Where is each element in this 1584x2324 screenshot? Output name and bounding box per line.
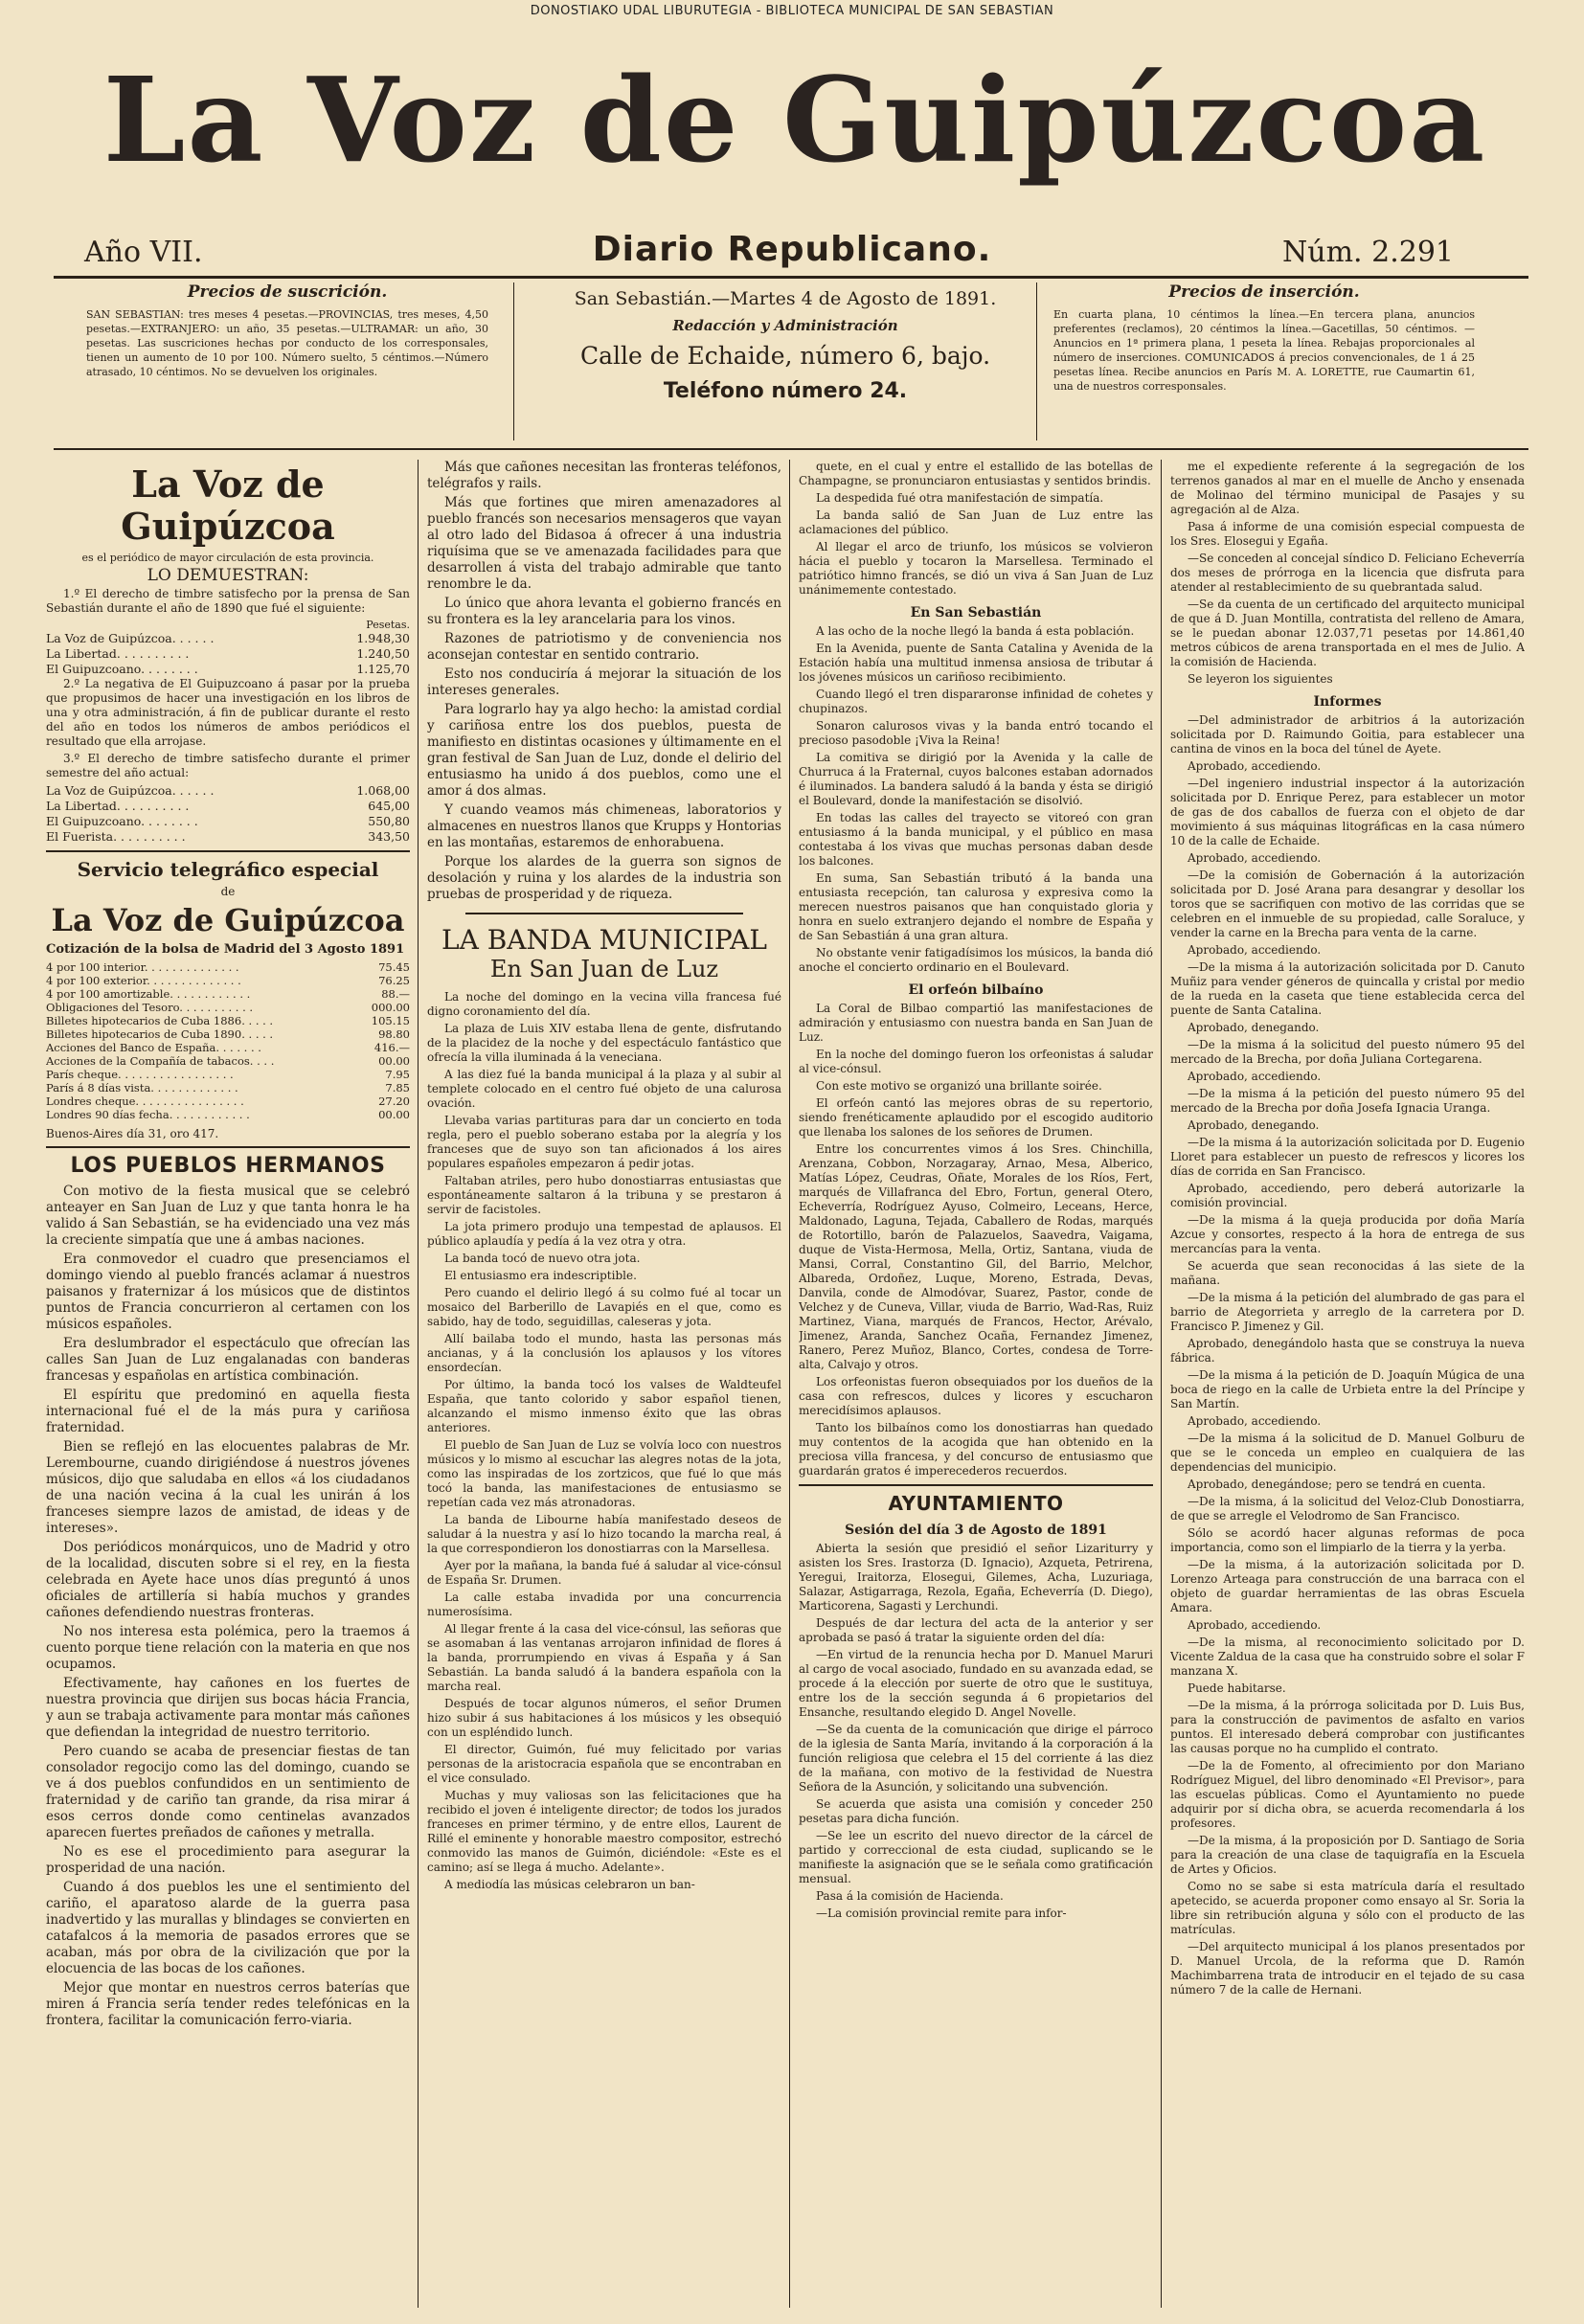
table-row bbox=[46, 1081, 410, 1094]
volume-year: Año VII. bbox=[84, 236, 203, 269]
paragraph: Más que fortines que miren amenazadores al pueblo francés son necesarios mensageros que vayan al otro lado del Bidasoa á ofrecer á una industria riquísima que se ve amenazada facilidades para que desarrollen á vista del trabajo admirable que tanto renombre le da. bbox=[427, 495, 781, 592]
paragraph: —De la misma á la petición del alumbrado de gas para el barrio de Ategorrieta y arreglo de la carretera por D. Francisco P. Jimenez y Gil. bbox=[1170, 1291, 1525, 1333]
paragraph: —En virtud de la renuncia hecha por D. Manuel Maruri al cargo de vocal asociado, fundado en su avanzada edad, se procede á la elección por suerte de otro que le sustituya, entre los de la sección segunda á 6 propietarios del Ensanche, resultando elegido D. Angel Novelle. bbox=[799, 1648, 1153, 1719]
row-value: 88.— bbox=[381, 987, 410, 1001]
subscription-box bbox=[86, 282, 488, 440]
table-row bbox=[46, 1001, 410, 1014]
paragraph: Aprobado, denegándolo hasta que se construya la nueva fábrica. bbox=[1170, 1337, 1525, 1365]
row-label: Billetes hipotecarios de Cuba 1886. . . . . bbox=[46, 1014, 274, 1027]
paragraph: Después de dar lectura del acta de la anterior y ser aprobada se pasó á tratar la siguiente orden del día: bbox=[799, 1616, 1153, 1644]
paragraph: —Del ingeniero industrial inspector á la autorización solicitada por D. Enrique Perez, para establecer un motor de gas de dos caballos de fuerza con el objeto de dar movimiento á sus máquinas litográficas en la casa número 10 de la calle de Echaide. bbox=[1170, 777, 1525, 847]
article-title-ayuntamiento: AYUNTAMIENTO bbox=[888, 1492, 1064, 1515]
paragraph: El director, Guimón, fué muy felicitado por varias personas de la aristocracia española que se encontraban en el vice consulado. bbox=[427, 1743, 781, 1785]
ayuntamiento-continued bbox=[1170, 460, 1525, 687]
paragraph: La plaza de Luis XIV estaba llena de gente, disfrutando de la placidez de la noche y del espectáculo fantástico que ofrecía la villa iluminada á la veneciana. bbox=[427, 1022, 781, 1064]
table-row bbox=[46, 646, 410, 662]
paragraph: La comitiva se dirigió por la Avenida y la calle de Churruca á la Fraternal, cuyos balcones estaban adornados é iluminados. La bandera saludó á la banda y ésta se dirigió el Boulevard, donde la manifestación se disolvió. bbox=[799, 751, 1153, 807]
column-1 bbox=[46, 460, 410, 2308]
paragraph: Abierta la sesión que presidió el señor Lizariturry y asisten los Sres. Irastorza (D. Ignacio), Azqueta, Petrirena, Yeregui, Iraitorza, Elosegui, Gilemes, Acha, Luzuriaga, Salazar, Astigarraga, Rezola, Egaña, Echeverría (D. Diego), Marticorena, Sagasti y Lerchundi. bbox=[799, 1542, 1153, 1613]
paragraph: Esto nos conduciría á mejorar la situación de los intereses generales. bbox=[427, 666, 781, 698]
row-value: 000.00 bbox=[371, 1001, 410, 1014]
paragraph: Aprobado, accediendo. bbox=[1188, 1414, 1322, 1428]
row-label: El Guipuzcoano. . . . . . . . bbox=[46, 814, 198, 828]
paragraph: —De la misma á la autorización solicitada por D. Canuto Muñiz para vender géneros de quincalla y cristal por medio de la rueda en la caseta que tiene establecida cerca del puente de Santa Catalina. bbox=[1170, 960, 1525, 1017]
table-row bbox=[46, 1108, 410, 1121]
insertion-title: Precios de inserción. bbox=[1168, 282, 1360, 302]
paragraph: Allí bailaba todo el mundo, hasta las personas más ancianas, y á la conclusión los aplausos y los vítores ensordecían. bbox=[427, 1332, 781, 1374]
paragraph: —De la de Fomento, al ofrecimiento por don Mariano Rodríguez Miguel, del libro denominado «El Previsor», para las escuelas públicas. Como el Ayuntamiento no puede adquirir por sí dicha obra, se acuerda recomendarla á los profesores. bbox=[1170, 1759, 1525, 1830]
paragraph: Aprobado, denegando. bbox=[1188, 1118, 1320, 1132]
orfeon-body bbox=[799, 1002, 1153, 1478]
paragraph: La calle estaba invadida por una concurrencia numerosísima. bbox=[427, 1591, 781, 1618]
row-value: 76.25 bbox=[378, 974, 410, 987]
paragraph: La despedida fué otra manifestación de simpatía. bbox=[816, 491, 1104, 505]
paragraph: Aprobado, accediendo. bbox=[1188, 1618, 1322, 1632]
ayuntamiento-body bbox=[799, 1542, 1153, 1921]
paragraph: Los orfeonistas fueron obsequiados por los dueños de la casa con refrescos, dulces y licores y escucharon merecidísimos aplausos. bbox=[799, 1375, 1153, 1417]
insertion-box bbox=[1053, 282, 1475, 440]
row-label: Obligaciones del Tesoro. . . . . . . . . . . bbox=[46, 1001, 254, 1014]
paragraph: No es ese el procedimiento para asegurar la prosperidad de una nación. bbox=[46, 1844, 410, 1876]
insertion-text: En cuarta plana, 10 céntimos la línea.—En tercera plana, anuncios preferentes (reclamos), 20 céntimos la línea.—Gacetillas, 50 céntimos. —Anuncios en 1ª primera plana, 1 peseta la línea. Rebajas proporcionales al número de inserciones. COMUNICADOS á precios convencionales, de 1 á 25 pesetas línea. Recibe anuncios en París M. A. LORETTE, rue Caumartin 61, una de nuestros corresponsales. bbox=[1053, 308, 1475, 393]
paragraph: —De la misma á la queja producida por doña María Azcue y consortes, respecto á la hora de entrega de sus mercancías para la venta. bbox=[1170, 1213, 1525, 1255]
paragraph: Aprobado, accediendo. bbox=[1188, 1070, 1322, 1083]
row-label: 4 por 100 amortizable. . . . . . . . . . . . bbox=[46, 987, 251, 1001]
row-value: 416.— bbox=[373, 1041, 410, 1054]
table-row bbox=[46, 1041, 410, 1054]
servicio-newspaper: La Voz de Guipúzcoa bbox=[51, 902, 405, 938]
paragraph: Entre los concurrentes vimos á los Sres. Chinchilla, Arenzana, Cobbon, Norzagaray, Arnao, Mesa, Alberico, Matías López, Ceudras, Oñate, Morales de los Ríos, Fert, marqués de Villafranca del Ebro, Fortun, general Otero, Echeverría, Rodríguez Ayuso, Colmeiro, Leceans, Herce, Maldonado, Laguna, Tejada, Caballero de Rodas, marqués de Rotortillo, barón de Palazuelos, Saavedra, Vaigama, duque de Vista-Hermosa, Mella, Ortiz, Santana, viuda de Mansi, Corral, Constantino Gil, del Barrio, Melchor, Albareda, Ordoñez, Luque, Moreno, Estrada, Devas, Danvila, conde de Almodóvar, Suarez, Pastor, conde de Velchez y de Cuneva, Villar, viuda de Barrio, Wad-Ras, Ruiz Martinez, Viana, marqués de Francos, Hector, Arévalo, Jimenez, Aranda, Sanchez Ocaña, Fernandez Jimenez, Ranero, Perez Muñoz, Blanco, Cortes, condesa de Torre-alta, Calvajo y otros. bbox=[799, 1142, 1153, 1371]
row-label: La Libertad. . . . . . . . . . bbox=[46, 646, 190, 661]
table-row bbox=[46, 1094, 410, 1108]
paragraph: Se acuerda que asista una comisión y conceder 250 pesetas para dicha función. bbox=[799, 1797, 1153, 1825]
paragraph: No nos interesa esta polémica, pero la traemos á cuento porque tiene relación con la materia en que nos ocupamos. bbox=[46, 1624, 410, 1672]
paragraph: —De la misma, á la solicitud del Veloz-Club Donostiarra, de que se arregle el Velodromo de San Francisco. bbox=[1170, 1495, 1525, 1523]
issue-date: San Sebastián.—Martes 4 de Agosto de 1891. bbox=[574, 288, 997, 309]
paragraph: El entusiasmo era indescriptible. bbox=[444, 1269, 637, 1282]
office-address: Calle de Echaide, número 6, bajo. bbox=[579, 342, 991, 370]
row-value: 645,00 bbox=[368, 799, 410, 813]
table-row bbox=[46, 814, 410, 829]
paragraph: Aprobado, accediendo, pero deberá autorizarle la comisión provincial. bbox=[1170, 1182, 1525, 1209]
paragraph: Pero cuando el delirio llegó á su colmo fué al tocar un mosaico del Barberillo de Lavapiés en el que, como es sabido, hay de todo, seguidillas, caleseras y jota. bbox=[427, 1286, 781, 1328]
paragraph: Ayer por la mañana, la banda fué á saludar al vice-cónsul de España Sr. Drumen. bbox=[427, 1559, 781, 1587]
paragraph: Mejor que montar en nuestros cerros baterías que miren á Francia sería tender redes telefónicas en la frontera, facilitar la comunicación ferro-viaria. bbox=[46, 1980, 410, 2028]
row-label: La Libertad. . . . . . . . . . bbox=[46, 799, 190, 813]
bolsa-heading: Cotización de la bolsa de Madrid del 3 Agosto 1891 bbox=[46, 942, 405, 957]
paragraph: Pero cuando se acaba de presenciar fiestas de tan consolador regocijo como las del domingo, cuando se ve á dos pueblos confundidos en un sentimiento de fraternidad y de cariño tan grande, da risa mirar á esos cerros donde como centinelas avanzados aparecen fuertes preñados de cañones y metralla. bbox=[46, 1744, 410, 1840]
paragraph: Se acuerda que sean reconocidas á las siete de la mañana. bbox=[1170, 1259, 1525, 1287]
row-label: La Voz de Guipúzcoa. . . . . . bbox=[46, 783, 215, 798]
paragraph: —Se da cuenta de un certificado del arquitecto municipal de que á D. Juan Montilla, contratista del relleno de Amara, se le puedan abonar 12.037,71 pesetas por 14.861,40 metros cúbicos de arena transportada en el mes de Julio. A la comisión de Hacienda. bbox=[1170, 598, 1525, 668]
table-row bbox=[46, 662, 410, 677]
paragraph: El pueblo de San Juan de Luz se volvía loco con nuestros músicos y lo mismo al escuchar las alegres notas de la jota, como las inspiradas de los zortzicos, que fué lo que más tocó la banda, las manifestaciones de entusiasmo se repetían cada vez más atronadoras. bbox=[427, 1438, 781, 1509]
row-label: El Fuerista. . . . . . . . . . bbox=[46, 829, 186, 844]
archive-header: DONOSTIAKO UDAL LIBURUTEGIA - BIBLIOTECA MUNICIPAL DE SAN SEBASTIAN bbox=[530, 4, 1054, 18]
divider bbox=[46, 850, 410, 852]
header-divider-left bbox=[513, 282, 514, 440]
row-value: 7.85 bbox=[385, 1081, 410, 1094]
table-row bbox=[46, 783, 410, 799]
paragraph: Razones de patriotismo y de conveniencia nos aconsejan contestar en sentido contrario. bbox=[427, 631, 781, 663]
promo-point-3: 3.º El derecho de timbre satisfecho durante el primer semestre del año actual: bbox=[46, 752, 410, 779]
informes-body bbox=[1170, 713, 1525, 1997]
table-row bbox=[46, 1014, 410, 1027]
table-row bbox=[46, 799, 410, 814]
paragraph: —Del administrador de arbitrios á la autorización solicitada por D. Raimundo Goitia, para establecer una cantina de vinos en la boca del túnel de Ayete. bbox=[1170, 713, 1525, 756]
row-value: 1.948,30 bbox=[356, 631, 410, 645]
paragraph: Aprobado, accediendo. bbox=[1188, 851, 1322, 865]
row-label: El Guipuzcoano. . . . . . . . bbox=[46, 662, 198, 676]
servicio-title: Servicio telegráfico especial bbox=[77, 858, 379, 881]
paragraph: —De la comisión de Gobernación á la autorización solicitada por D. José Arana para desangrar y desollar los toros que se sacrifiquen con motivo de las corridas que se celebren en el inmueble de su propiedad, calle Soraluce, y vender la carne en la Brecha para venta de la carne. bbox=[1170, 869, 1525, 939]
banda-continued bbox=[799, 460, 1153, 598]
paragraph: La jota primero produjo una tempestad de aplausos. El público aplaudía y pedía á la vez otra y otra. bbox=[427, 1220, 781, 1248]
promo-point-2: 2.º La negativa de El Guipuzcoano á pasar por la prueba que propusimos de hacer una investigación en los libros de una y otra administración, á fin de publicar durante el resto del año en todos los números de ambos periódicos el resultado que ella arrojase. bbox=[46, 677, 410, 748]
row-label: París á 8 días vista. . . . . . . . . . . . . bbox=[46, 1081, 238, 1094]
servicio-de: de bbox=[220, 885, 236, 898]
paragraph: quete, en el cual y entre el estallido de las botellas de Champagne, se pronunciaron entusiastas y sentidos brindis. bbox=[799, 460, 1153, 487]
paragraph: Cuando á dos pueblos les une el sentimiento del cariño, el aparatoso alarde de la guerra pasa inadvertido y las murallas y blindages se convierten en catafalcos á la memoria de pasados errores que se acaban, más por obra de la civilización que por la elocuencia de las bocas de los cañones. bbox=[46, 1880, 410, 1976]
paragraph: —La comisión provincial remite para infor- bbox=[816, 1907, 1067, 1920]
buenos-aires: Buenos-Aires día 31, oro 417. bbox=[46, 1127, 219, 1140]
row-label: Acciones del Banco de España. . . . . . . bbox=[46, 1041, 261, 1054]
paragraph: La banda salió de San Juan de Luz entre las aclamaciones del público. bbox=[799, 508, 1153, 536]
subscription-text: SAN SEBASTIAN: tres meses 4 pesetas.—PROVINCIAS, tres meses, 4,50 pesetas.—EXTRANJERO: un año, 35 pesetas.—ULTRAMAR: un año, 30 pesetas. Las suscriciones hechas por conducto de los corresponsales, tienen un aumento de 10 por 100. Número suelto, 5 céntimos.—Número atrasado, 10 céntimos. No se devuelven los originales. bbox=[86, 308, 488, 378]
paragraph: —De la misma, á la proposición por D. Santiago de Soria para la creación de una clase de taquigrafía en la Escuela de Artes y Oficios. bbox=[1170, 1834, 1525, 1876]
column-rule bbox=[1161, 460, 1162, 2308]
row-value: 75.45 bbox=[378, 960, 410, 974]
paragraph: La banda tocó de nuevo otra jota. bbox=[444, 1252, 641, 1265]
paragraph: Sólo se acordó hacer algunas reformas de poca importancia, como son el limpiarlo de la tierra y la yerba. bbox=[1170, 1526, 1525, 1554]
article-title-banda: LA BANDA MUNICIPAL bbox=[441, 924, 767, 956]
row-label: 4 por 100 exterior. . . . . . . . . . . . . . bbox=[46, 974, 241, 987]
paragraph: Tanto los bilbaínos como los donostiarras han quedado muy contentos de la acogida que han obtenido en la preciosa villa francesa, y del concurso de entusiasmo que guardarán gratos é imperecederos recuerdos. bbox=[799, 1421, 1153, 1478]
paragraph: Pasa á la comisión de Hacienda. bbox=[816, 1889, 1004, 1903]
paragraph: Aprobado, denegando. bbox=[1188, 1021, 1320, 1034]
paragraph: Aprobado, accediendo. bbox=[1188, 943, 1322, 957]
row-label: Acciones de la Compañía de tabacos. . . . bbox=[46, 1054, 275, 1068]
paragraph: —De la misma, á la prórroga solicitada por D. Luis Bus, para la construcción de pavimentos de asfalto en varios puntos. El interesado deberá comprobar con justificantes las causas porque no ha cumplido el contrato. bbox=[1170, 1699, 1525, 1755]
column-rule bbox=[418, 460, 419, 2308]
paragraph: Como no se sabe si esta matrícula daría el resultado apetecido, se acuerda proponer como ensayo al Sr. Soria la libre sin retribución alguna y sólo con el producto de las matrículas. bbox=[1170, 1880, 1525, 1936]
row-value: 00.00 bbox=[378, 1054, 410, 1068]
paragraph: Era conmovedor el cuadro que presenciamos el domingo viendo al pueblo francés aclamar á nuestros paisanos y fraternizar á los músicos que de distintos puntos de Francia concurrieron al certamen con los músicos españoles. bbox=[46, 1252, 410, 1332]
header-divider-right bbox=[1036, 282, 1037, 440]
section-orfeon: El orfeón bilbaíno bbox=[908, 982, 1044, 998]
paragraph: La noche del domingo en la vecina villa francesa fué digno coronamiento del día. bbox=[427, 990, 781, 1018]
redaccion-label: Redacción y Administración bbox=[672, 317, 898, 334]
row-value: 105.15 bbox=[371, 1014, 410, 1027]
paragraph: Porque los alardes de la guerra son signos de desolación y ruina y los alardes de la industria son pruebas de prosperidad y de riqueza. bbox=[427, 854, 781, 902]
paragraph: Era deslumbrador el espectáculo que ofrecían las calles San Juan de Luz engalanadas con banderas francesas y españolas en artística combinación. bbox=[46, 1336, 410, 1384]
paragraph: El espíritu que predominó en aquella fiesta internacional fué el de la más pura y cariñosa fraternidad. bbox=[46, 1388, 410, 1435]
paragraph: —Del arquitecto municipal á los planos presentados por D. Manuel Urcola, de la reforma que D. Ramón Machimbarrena trata de introducir en el tejado de su casa número 7 de la calle de Hernani. bbox=[1170, 1940, 1525, 1997]
row-label: 4 por 100 interior. . . . . . . . . . . . . . bbox=[46, 960, 239, 974]
table-row bbox=[46, 974, 410, 987]
row-value: 1.068,00 bbox=[356, 783, 410, 798]
paragraph: Se leyeron los siguientes bbox=[1188, 672, 1333, 686]
row-label: Londres 90 días fecha. . . . . . . . . . . . bbox=[46, 1108, 250, 1121]
paragraph: —Se da cuenta de la comunicación que dirige el párroco de la iglesia de Santa María, invitando á la corporación á la función religiosa que celebra el 15 del corriente á las diez de la mañana, con motivo de la festividad de Nuestra Señora de la Asunción, y solicitando una subvención. bbox=[799, 1723, 1153, 1794]
center-box bbox=[536, 282, 1034, 440]
paragraph: —De la misma, á la autorización solicitada por D. Lorenzo Arteaga para construcción de una barraca con el objeto de guardar herramientas de las obras Escuela Amara. bbox=[1170, 1558, 1525, 1614]
timbre-table-1891 bbox=[46, 783, 410, 845]
paragraph: El orfeón cantó las mejores obras de su repertorio, siendo frenéticamente aplaudido por el escogido auditorio que llenaba los salones de los señores de Drumen. bbox=[799, 1096, 1153, 1139]
table-row bbox=[46, 631, 410, 646]
column-2 bbox=[427, 460, 781, 2308]
table-row bbox=[46, 1027, 410, 1041]
paragraph: Sonaron calurosos vivas y la banda entró tocando el precioso pasodoble ¡Viva la Reina! bbox=[799, 719, 1153, 747]
article-banda-body bbox=[427, 990, 781, 1892]
paragraph: La banda de Libourne había manifestado deseos de saludar á la nuestra y así lo hizo tocando la marcha real, á la que correspondieron los donostiarras con la Marsellesa. bbox=[427, 1513, 781, 1555]
paragraph: A las diez fué la banda municipal á la plaza y al subir al templete colocado en el centro fué objeto de una calurosa ovación. bbox=[427, 1068, 781, 1110]
paragraph: Al llegar el arco de triunfo, los músicos se volvieron hácia el pueblo y tocaron la Marsellesa. Terminado el patriótico himno francés, se dió un viva á San Juan de Luz unánimemente contestado. bbox=[799, 540, 1153, 597]
paragraph: Efectivamente, hay cañones en los fuertes de nuestra provincia que dirijen sus bocas hácia Francia, y aun se trabaja activamente para montar más cañones que defiendan la integridad de nuestro territorio. bbox=[46, 1676, 410, 1740]
article-title-pueblos: LOS PUEBLOS HERMANOS bbox=[70, 1154, 386, 1178]
paragraph: Cuando llegó el tren dispararonse infinidad de cohetes y chupinazos. bbox=[799, 688, 1153, 715]
table-row bbox=[46, 829, 410, 845]
paragraph: Con motivo de la fiesta musical que se celebró anteayer en San Juan de Luz y que tanta honra le ha valido á San Sebastián, se ha evidenciado una vez más la creciente simpatía que une á ambas naciones. bbox=[46, 1184, 410, 1248]
promo-point-1: 1.º El derecho de timbre satisfecho por la prensa de San Sebastián durante el año de 1890 que fué el siguiente: bbox=[46, 587, 410, 615]
column-3 bbox=[799, 460, 1153, 2308]
lo-demuestran: LO DEMUESTRAN: bbox=[147, 566, 309, 585]
paragraph: Pasa á informe de una comisión especial compuesta de los Sres. Elosegui y Egaña. bbox=[1170, 520, 1525, 548]
paragraph: No obstante venir fatigadísimos los músicos, la banda dió anoche el concierto ordinario en el Boulevard. bbox=[799, 946, 1153, 974]
paragraph: —De la misma á la solicitud del puesto número 95 del mercado de la Brecha, por doña Juliana Cortegarena. bbox=[1170, 1038, 1525, 1066]
table-row bbox=[46, 987, 410, 1001]
timbre-table-1890 bbox=[46, 631, 410, 677]
row-value: 550,80 bbox=[368, 814, 410, 828]
row-label: Billetes hipotecarios de Cuba 1890. . . . . bbox=[46, 1027, 274, 1041]
paragraph: A las ocho de la noche llegó la banda á esta población. bbox=[816, 624, 1135, 638]
paragraph: Puede habitarse. bbox=[1188, 1681, 1286, 1695]
row-label: Londres cheque. . . . . . . . . . . . . . . . bbox=[46, 1094, 244, 1108]
paragraph: —De la misma á la petición del puesto número 95 del mercado de la Brecha por doña Josefa Ignacia Uranga. bbox=[1170, 1087, 1525, 1115]
paragraph: Bien se reflejó en las elocuentes palabras de Mr. Lerembourne, cuando dirigiéndose á nuestros jóvenes músicos, dijo que saludaba en ellos «á los ciudadanos de una nación vecina á la cual les unirán á los franceses siempre lazos de amistad, de ideas y de intereses». bbox=[46, 1439, 410, 1536]
paragraph: Faltaban atriles, pero hubo donostiarras entusiastas que espontáneamente saltaron á la tribuna y se prestaron á servir de facistoles. bbox=[427, 1174, 781, 1216]
paragraph: —De la misma, al reconocimiento solicitado por D. Vicente Zaldua de la casa que ha construido sobre el solar F manzana X. bbox=[1170, 1636, 1525, 1678]
row-value: 7.95 bbox=[385, 1068, 410, 1081]
row-label: La Voz de Guipúzcoa. . . . . . bbox=[46, 631, 215, 645]
pesetas-label: Pesetas. bbox=[366, 619, 410, 631]
section-en-san-sebastian: En San Sebastián bbox=[910, 605, 1042, 620]
divider bbox=[465, 913, 743, 914]
column-rule bbox=[789, 460, 790, 2308]
issue-number: Núm. 2.291 bbox=[1282, 236, 1454, 269]
divider bbox=[46, 1146, 410, 1148]
header-rule-bottom bbox=[54, 448, 1528, 450]
paragraph: La Coral de Bilbao compartió las manifestaciones de admiración y entusiasmo con nuestra banda en San Juan de Luz. bbox=[799, 1002, 1153, 1044]
paragraph: —Se lee un escrito del nuevo director de la cárcel de partido y correccional de esta ciudad, suplicando se le manifieste la asignación que se le señala como gratificación mensual. bbox=[799, 1829, 1153, 1885]
paragraph: Lo único que ahora levanta el gobierno francés en su frontera es la ley arancelaria para los vinos. bbox=[427, 596, 781, 627]
paragraph: me el expediente referente á la segregación de los terrenos ganados al mar en el muelle de Ancho y ensenada de Molinao del término municipal de Pasajes y su agregación al de Alza. bbox=[1170, 460, 1525, 516]
header-rule-top bbox=[54, 276, 1528, 279]
paragraph: Al llegar frente á la casa del vice-cónsul, las señoras que se asomaban á las ventanas arrojaron infinidad de flores á la banda, prorrumpiendo en vivas á España y á San Sebastián. La banda saludó á la bandera española con la marcha real. bbox=[427, 1622, 781, 1693]
bolsa-table bbox=[46, 960, 410, 1121]
row-value: 1.125,70 bbox=[356, 662, 410, 676]
article-pueblos-continued bbox=[427, 460, 781, 903]
table-row bbox=[46, 1068, 410, 1081]
paragraph: En todas las calles del trayecto se vitoreó con gran entusiasmo á la banda municipal, y el público en masa contestaba á los vivas que muchas personas daban desde los balcones. bbox=[799, 811, 1153, 868]
paragraph: En la Avenida, puente de Santa Catalina y Avenida de la Estación había una multitud inmensa ansiosa de tributar á los jóvenes músicos un cariñoso recibimiento. bbox=[799, 642, 1153, 684]
paragraph: Dos periódicos monárquicos, uno de Madrid y otro de la localidad, discuten sobre si el rey, en la fiesta celebrada en Ayete hace unos días preguntó á unos oficiales de artillería si había muchos y grandes cañones defendiendo nuestras fronteras. bbox=[46, 1540, 410, 1620]
paragraph: Aprobado, denegándose; pero se tendrá en cuenta. bbox=[1188, 1478, 1486, 1491]
row-label: París cheque. . . . . . . . . . . . . . . . . bbox=[46, 1068, 234, 1081]
paragraph: Y cuando veamos más chimeneas, laboratorios y almacenes en nuestros llanos que Krupps y Hontorias en las montañas, estaremos de enhorabuena. bbox=[427, 802, 781, 850]
en-ss-body bbox=[799, 624, 1153, 975]
divider bbox=[799, 1484, 1153, 1486]
table-row bbox=[46, 1054, 410, 1068]
paragraph: Llevaba varias partituras para dar un concierto en toda regla, pero el pueblo soberano estaba por la alegría y los franceses que de suyo son tan aficionados á los aires populares españoles empezaron á pedir jotas. bbox=[427, 1114, 781, 1170]
masthead-title: La Voz de Guipúzcoa bbox=[102, 51, 1487, 189]
paragraph: Por último, la banda tocó los valses de Waldteufel España, que tanto colorido y sabor español tienen, alcanzando el mismo inmenso éxito que las obras anteriores. bbox=[427, 1378, 781, 1434]
paragraph: Aprobado, accediendo. bbox=[1188, 759, 1322, 773]
article-pueblos-body bbox=[46, 1184, 410, 2029]
subscription-title: Precios de suscrición. bbox=[187, 282, 388, 302]
table-row bbox=[46, 960, 410, 974]
paragraph: Después de tocar algunos números, el señor Drumen hizo subir á sus habitaciones á los músicos y les obsequió con un espléndido lunch. bbox=[427, 1697, 781, 1739]
article-subtitle-banda: En San Juan de Luz bbox=[489, 956, 719, 982]
telephone: Teléfono número 24. bbox=[663, 379, 908, 403]
paragraph: Muchas y muy valiosas son las felicitaciones que ha recibido el joven é inteligente director; de todos los jurados franceses en primer término, y de entre ellos, Laurent de Rillé el eminente y honorable maestro compositor, estrechó conmovido las manos de Guimón, diciéndole: «Este es el camino; así se llega á mucho. Adelante». bbox=[427, 1789, 781, 1874]
subtitle: Diario Republicano. bbox=[592, 230, 992, 269]
paragraph: En suma, San Sebastián tributó á la banda una entusiasta recepción, tan calurosa y expresiva como la merecen nuestros paisanos que han conquistado gloria y honra en suelo extranjero dejando el nombre de España y de San Sebastián á una gran altura. bbox=[799, 871, 1153, 942]
row-value: 1.240,50 bbox=[356, 646, 410, 661]
row-value: 00.00 bbox=[378, 1108, 410, 1121]
paragraph: Para lograrlo hay ya algo hecho: la amistad cordial y cariñosa entre los dos pueblos, puesta de manifiesto en distintas ocasiones y últimamente en el gran festival de San Juan de Luz, donde el delirio del entusiasmo ha unido á dos pueblos, como une el amor á dos almas. bbox=[427, 702, 781, 799]
row-value: 343,50 bbox=[368, 829, 410, 844]
column-4 bbox=[1170, 460, 1525, 2308]
paragraph: —De la misma á la petición de D. Joaquín Múgica de una boca de riego en la calle de Urbieta entre la del Príncipe y San Martín. bbox=[1170, 1368, 1525, 1410]
paragraph: —De la misma á la autorización solicitada por D. Eugenio Lloret para establecer un puesto de refrescos y licores los días de corrida en San Francisco. bbox=[1170, 1136, 1525, 1178]
row-value: 98.80 bbox=[378, 1027, 410, 1041]
paragraph: Más que cañones necesitan las fronteras teléfonos, telégrafos y rails. bbox=[427, 460, 781, 491]
section-informes: Informes bbox=[1313, 694, 1382, 710]
row-value: 27.20 bbox=[378, 1094, 410, 1108]
promo-title: La Voz de Guipúzcoa bbox=[121, 463, 335, 548]
paragraph: En la noche del domingo fueron los orfeonistas á saludar al vice-cónsul. bbox=[799, 1048, 1153, 1075]
paragraph: —Se conceden al concejal síndico D. Feliciano Echeverría dos meses de prórroga en la licencia que disfruta para atender al restablecimiento de su quebrantada salud. bbox=[1170, 552, 1525, 594]
session-heading: Sesión del día 3 de Agosto de 1891 bbox=[845, 1523, 1107, 1538]
promo-subtitle: es el periódico de mayor circulación de esta provincia. bbox=[81, 552, 374, 564]
paragraph: Con este motivo se organizó una brillante soirée. bbox=[816, 1079, 1102, 1093]
paragraph: —De la misma á la solicitud de D. Manuel Golburu de que se le conceda un empleo en cualquiera de las dependencias del municipio. bbox=[1170, 1432, 1525, 1474]
paragraph: A mediodía las músicas celebraron un ban- bbox=[444, 1878, 695, 1891]
